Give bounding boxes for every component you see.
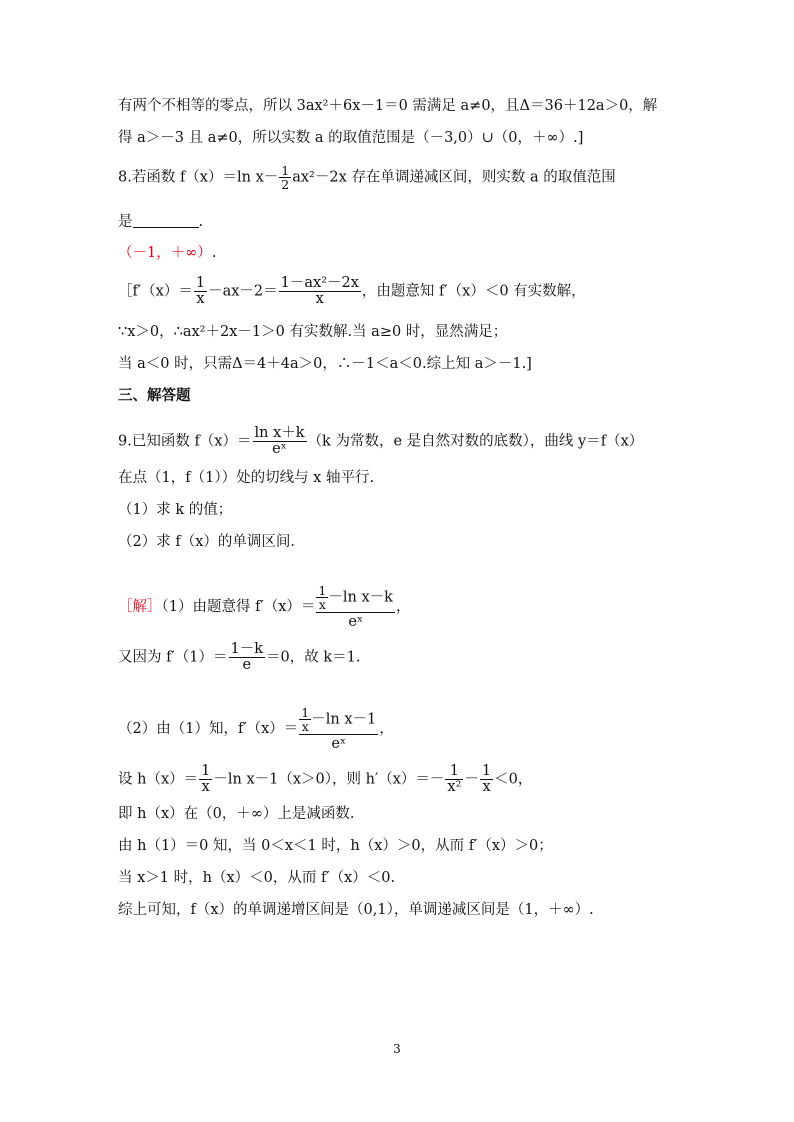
complex-fraction-2: $\frac{1}{x}$ －ln x－1 eˣ — [301, 705, 377, 753]
fraction-half: $\frac{1}{2}$ — [281, 163, 290, 193]
q8-solution-line-3: 当 a＜0 时，只需Δ＝4＋4a＞0，∴－1＜a＜0.综上知 a＞－1.] — [118, 356, 532, 372]
prev-solution-line-1: 有两个不相等的零点，所以 3ax²＋6x－1＝0 需满足 a≠0，且Δ＝36＋12a＞0，解 — [118, 98, 658, 114]
q9-subquestion-1: （1）求 k 的值； — [118, 502, 233, 518]
q9-stem: 9.已知函数 f（x）＝ $\frac{\text{ln x＋k}}{\text{eˣ}}$ （k 为常数，e 是自然对数的底数），曲线 y＝f（x） — [118, 425, 644, 458]
fraction-1-over-x: $\frac{1}{x}$ — [481, 763, 492, 796]
q9-solution-5: 即 h（x）在（0，＋∞）上是减函数. — [118, 806, 355, 822]
q9-solution-2: 又因为 f′（1）＝ $\frac{1-k}{e}$ ＝0，故 k＝1. — [118, 641, 361, 674]
q8-answer: （－1，＋∞）. — [118, 245, 217, 261]
q8-stem-line-2: 是 . — [118, 214, 204, 230]
fraction-value: $\frac{1-k}{e}$ — [230, 641, 264, 674]
page-number: 3 — [393, 1042, 401, 1056]
fraction-1-over-x2: $\frac{1}{\text{x²}}$ — [447, 763, 462, 796]
section-title: 三、解答题 — [118, 387, 191, 404]
fraction-1-over-x: $\frac{1}{x}$ — [201, 763, 211, 796]
fraction-derivative: $\frac{\text{1－ax²－2x}}{x}$ — [280, 275, 359, 308]
solution-tag: ［解］ — [118, 599, 162, 616]
q8-solution-line-1: ［f′（x）＝ $\frac{1}{x}$ －ax－2＝ $\frac{\text{1－ax²－2x}}{x}$ ，由题意知 f′（x）＜0 有实数解， — [118, 275, 586, 308]
answer-blank — [133, 213, 199, 228]
q8-solution-line-2: ∵x＞0，∴ax²＋2x－1＞0 有实数解.当 a≥0 时，显然满足； — [118, 324, 508, 340]
complex-fraction-1: $\frac{1}{x}$ －ln x－k eˣ — [318, 583, 393, 631]
q9-solution-1: ［解］（1）由题意得 f′（x）＝ $\frac{1}{x}$ －ln x－k eˣ ， — [118, 583, 411, 631]
q9-subquestion-2: （2）求 f（x）的单调区间. — [118, 534, 295, 550]
q9-stem-line-2: 在点（1，f（1））处的切线与 x 轴平行. — [118, 470, 375, 486]
q9-solution-4: 设 h（x）＝ $\frac{1}{x}$ －ln x－1（x＞0），则 h′（x）＝－ $\frac{1}{\text{x²}}$ － $\frac{1}{x}$ ＜0， — [118, 763, 533, 796]
q9-solution-6: 由 h（1）＝0 知，当 0＜x＜1 时，h（x）＞0，从而 f′（x）＞0； — [118, 838, 553, 854]
prev-solution-line-2: 得 a＞－3 且 a≠0，所以实数 a 的取值范围是（－3,0）∪（0，＋∞）.] — [118, 130, 584, 146]
fraction-function: $\frac{\text{ln x＋k}}{\text{eˣ}}$ — [254, 425, 305, 458]
q9-solution-3: （2）由（1）知，f′（x）＝ $\frac{1}{x}$ －ln x－1 eˣ ， — [118, 705, 394, 753]
q9-solution-8: 综上可知，f（x）的单调递增区间是（0,1），单调递减区间是（1，＋∞）. — [118, 902, 594, 918]
q9-solution-7: 当 x＞1 时，h（x）＜0，从而 f′（x）＜0. — [118, 870, 396, 886]
fraction-1-over-x: $\frac{1}{x}$ — [195, 275, 206, 308]
q8-stem: 8.若函数 f（x）＝ln x－ $\frac{1}{2}$ ax²－2x 存在单调递减区间，则实数 a 的取值范围 — [118, 163, 616, 193]
